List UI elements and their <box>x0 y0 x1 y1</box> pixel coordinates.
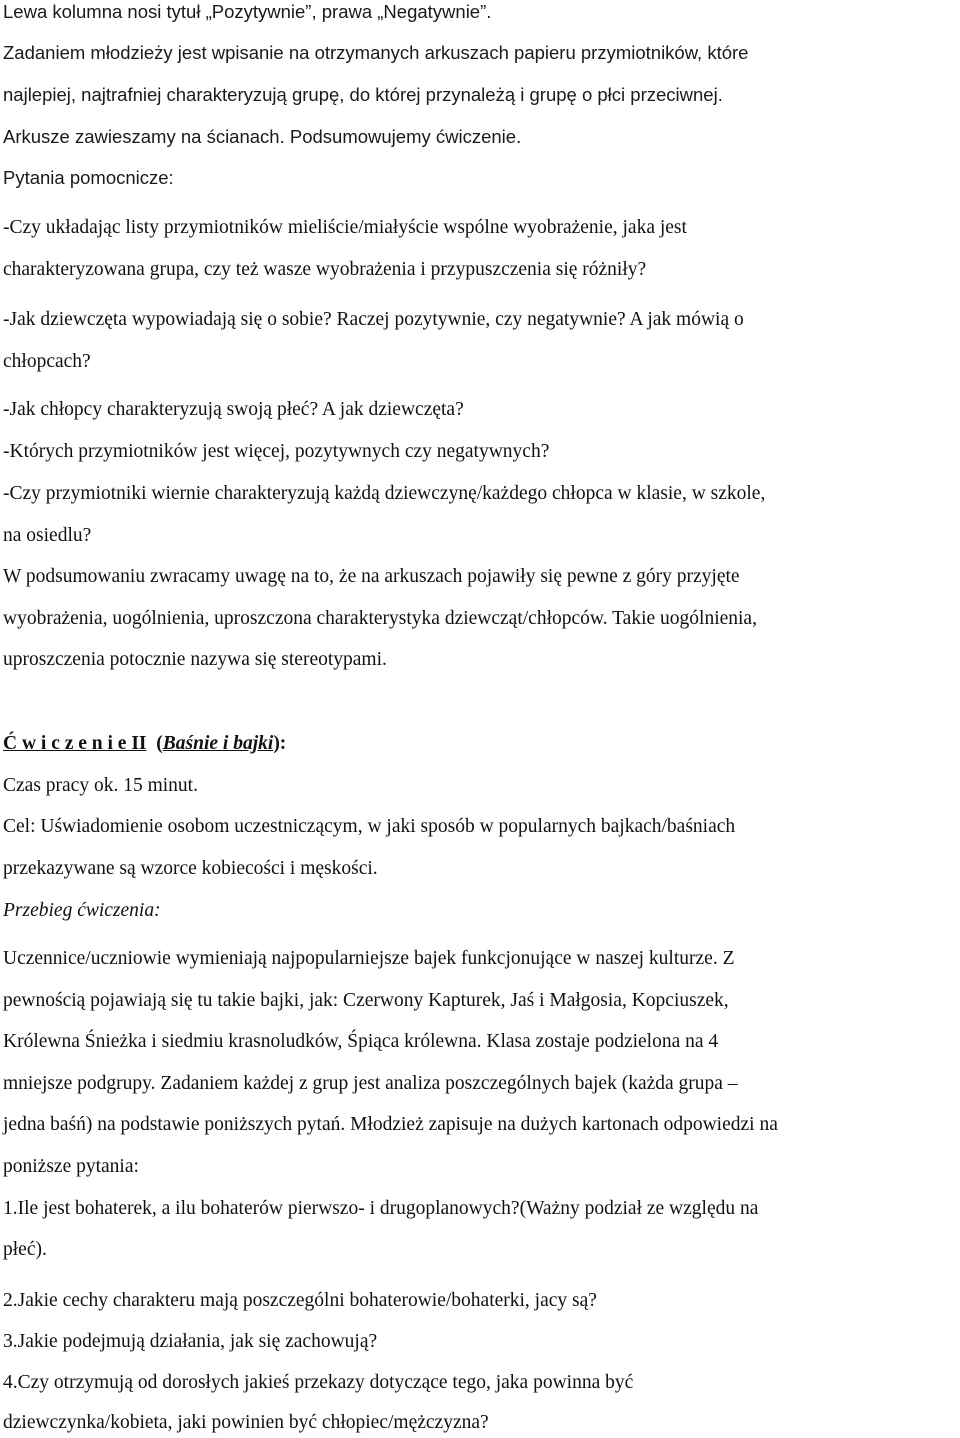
exercise-heading-title: Ć w i c z e n i e II <box>3 733 147 754</box>
exercise-heading-paren: ): <box>273 733 287 754</box>
text-line: 2.Jakie cechy charakteru mają poszczególni bohaterowie/bohaterki, jacy są? <box>3 1290 597 1311</box>
text-line: -Których przymiotników jest więcej, pozytywnych czy negatywnych? <box>3 441 550 462</box>
text-line: Królewna Śnieżka i siedmiu krasnoludków, Śpiąca królewna. Klasa zostaje podzielona na 4 <box>3 1031 719 1052</box>
text-line: poniższe pytania: <box>3 1156 139 1177</box>
text-line: -Czy przymiotniki wiernie charakteryzują każdą dziewczynę/każdego chłopca w klasie, w szkole, <box>3 483 766 504</box>
exercise-goal: przekazywane są wzorce kobiecości i męskości. <box>3 858 378 879</box>
text-line: W podsumowaniu zwracamy uwagę na to, że na arkuszach pojawiły się pewne z góry przyjęte <box>3 566 740 587</box>
text-line: dziewczynka/kobieta, jaki powinien być chłopiec/mężczyzna? <box>3 1412 489 1433</box>
exercise-process-label: Przebieg ćwiczenia: <box>3 900 161 921</box>
text-line: Zadaniem młodzieży jest wpisanie na otrzymanych arkuszach papieru przymiotników, które <box>3 42 749 63</box>
text-line: charakteryzowana grupa, czy też wasze wyobrażenia i przypuszczenia się różniły? <box>3 259 647 280</box>
text-line: Pytania pomocnicze: <box>3 167 174 188</box>
exercise-time: Czas pracy ok. 15 minut. <box>3 775 198 796</box>
text-line: -Jak dziewczęta wypowiadają się o sobie? Raczej pozytywnie, czy negatywnie? A jak mówią o <box>3 309 744 330</box>
text-line: na osiedlu? <box>3 525 92 546</box>
text-line: -Czy układając listy przymiotników mieliście/miałyście wspólne wyobrażenie, jaka jest <box>3 217 687 238</box>
text-line: Uczennice/uczniowie wymieniają najpopularniejsze bajek funkcjonujące w naszej kulturze. Z <box>3 948 735 969</box>
text-line: wyobrażenia, uogólnienia, uproszczona charakterystyka dziewcząt/chłopców. Takie uogólnienia, <box>3 608 757 629</box>
text-line: mniejsze podgrupy. Zadaniem każdej z grup jest analiza poszczególnych bajek (każda grupa – <box>3 1073 738 1094</box>
text-line: 3.Jakie podejmują działania, jak się zachowują? <box>3 1331 378 1352</box>
exercise-heading-paren: ( <box>156 733 163 754</box>
exercise-goal: Cel: Uświadomienie osobom uczestniczącym, w jaki sposób w popularnych bajkach/baśniach <box>3 816 736 837</box>
text-line: jedna baśń) na podstawie poniższych pytań. Młodzież zapisuje na dużych kartonach odpowiedzi na <box>3 1114 778 1135</box>
text-line: płeć). <box>3 1239 47 1260</box>
text-line: uproszczenia potocznie nazywa się stereotypami. <box>3 649 387 670</box>
exercise-heading <box>3 732 286 756</box>
text-line: 4.Czy otrzymują od dorosłych jakieś przekazy dotyczące tego, jaka powinna być <box>3 1372 634 1393</box>
text-line: -Jak chłopcy charakteryzują swoją płeć? A jak dziewczęta? <box>3 399 464 420</box>
text-line: pewnością pojawiają się tu takie bajki, jak: Czerwony Kapturek, Jaś i Małgosia, Kopciuszek, <box>3 990 729 1011</box>
exercise-heading-subtitle: Baśnie i bajki <box>162 733 274 754</box>
text-line: chłopcach? <box>3 351 91 372</box>
text-line: Lewa kolumna nosi tytuł „Pozytywnie”, prawa „Negatywnie”. <box>3 1 492 22</box>
text-line: 1.Ile jest bohaterek, a ilu bohaterów pierwszo- i drugoplanowych?(Ważny podział ze względu na <box>3 1198 759 1219</box>
text-line: najlepiej, najtrafniej charakteryzują grupę, do której przynależą i grupę o płci przeciwnej. <box>3 84 723 105</box>
text-line: Arkusze zawieszamy na ścianach. Podsumowujemy ćwiczenie. <box>3 126 522 147</box>
